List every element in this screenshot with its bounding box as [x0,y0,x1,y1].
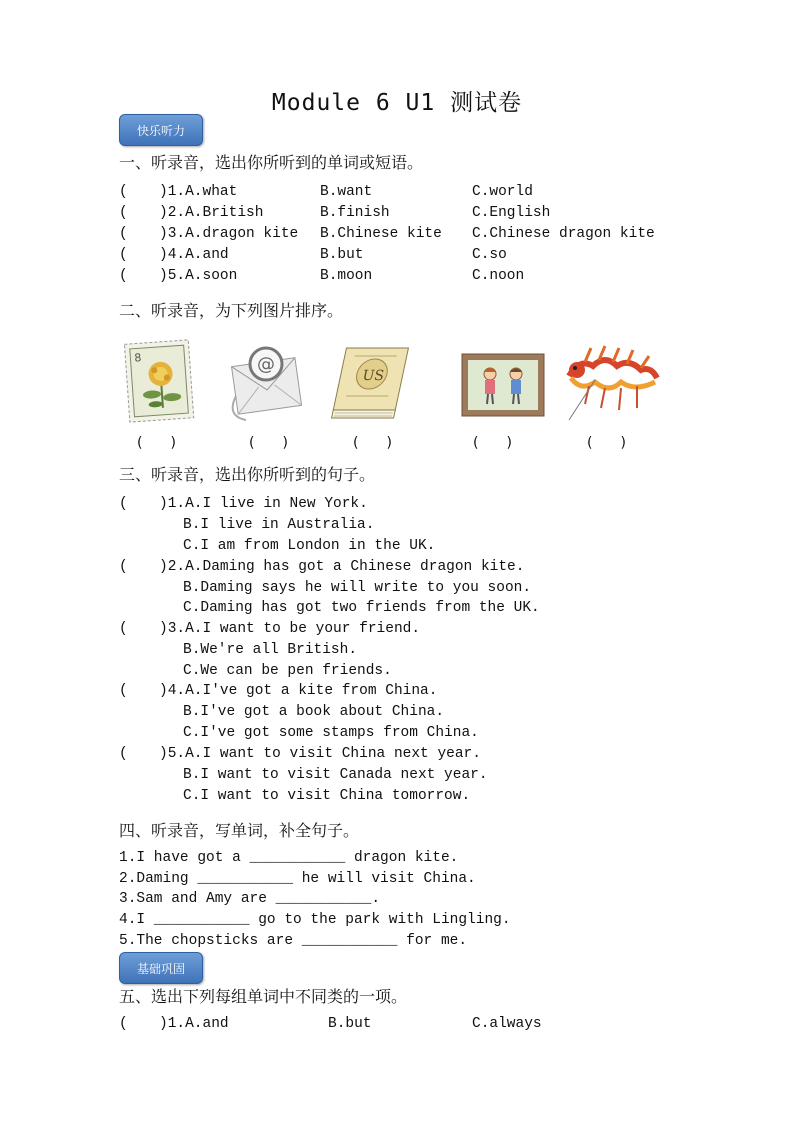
option-b: B.I want to visit Canada next year. [183,767,488,783]
answer-blank[interactable]: ( [119,496,128,512]
answer-blank[interactable]: ( [119,621,128,637]
option-b: B.moon [320,268,373,284]
answer-blank[interactable]: ( [119,205,128,221]
option-a: )1.A.what [159,184,238,200]
option-a: )1.A.I live in New York. [159,496,368,512]
stamp-picture [121,336,197,424]
option-b: B.but [320,247,364,263]
option-c: C.We can be pen friends. [183,663,392,679]
option-a: )5.A.I want to visit China next year. [159,746,481,762]
option-a: )3.A.dragon kite [159,226,299,242]
option-a: )3.A.I want to be your friend. [159,621,421,637]
option-a: )2.A.British [159,205,264,221]
order-blank[interactable]: ( ) [249,435,288,451]
svg-text:US: US [360,368,386,384]
order-blank[interactable]: ( ) [473,435,512,451]
option-b: B.I live in Australia. [183,517,375,533]
order-blank[interactable]: ( ) [137,435,176,451]
option-c: C.English [472,205,551,221]
fill-in-sentence[interactable]: 5.The chopsticks are ___________ for me. [119,933,468,949]
option-b: B.We're all British. [183,642,358,658]
option-c: C.noon [472,268,525,284]
option-a: )4.A.I've got a kite from China. [159,683,438,699]
page-title: Module 6 U1 测试卷 [271,90,523,116]
section5-heading: 五、选出下列每组单词中不同类的一项。 [119,987,408,1006]
fill-in-sentence[interactable]: 4.I ___________ go to the park with Lingling. [119,912,511,928]
option-c: C.I've got some stamps from China. [183,725,479,741]
fill-in-sentence[interactable]: 2.Daming ___________ he will visit China. [119,871,476,887]
option-b: B.Daming says he will write to you soon. [183,580,532,596]
dragon-kite-picture [565,336,661,424]
option-b: B.want [320,184,373,200]
answer-blank[interactable]: ( [119,1016,128,1032]
section1-heading: 一、听录音，选出你所听到的单词或短语。 [119,153,424,172]
option-b: B.I've got a book about China. [183,704,445,720]
basics-badge: 基础巩固 [119,952,203,984]
answer-blank[interactable]: ( [119,559,128,575]
option-a: )5.A.soon [159,268,238,284]
fill-in-sentence[interactable]: 3.Sam and Amy are ___________. [119,891,381,907]
svg-text:8: 8 [133,351,142,365]
option-c: C.Daming has got two friends from the UK. [183,600,540,616]
section2-heading: 二、听录音，为下列图片排序。 [119,301,344,320]
order-blank[interactable]: ( ) [587,435,626,451]
book-picture [329,336,417,424]
answer-blank[interactable]: ( [119,746,128,762]
photo-frame-picture [458,336,548,424]
listening-badge: 快乐听力 [119,114,203,146]
section3-heading: 三、听录音，选出你所听到的句子。 [119,465,376,484]
option-b: B.but [328,1016,372,1032]
option-b: B.finish [320,205,390,221]
fill-in-sentence[interactable]: 1.I have got a ___________ dragon kite. [119,850,459,866]
answer-blank[interactable]: ( [119,247,128,263]
answer-blank[interactable]: ( [119,268,128,284]
option-c: C.always [472,1016,542,1032]
option-c: C.world [472,184,533,200]
option-a: )4.A.and [159,247,229,263]
option-c: C.I want to visit China tomorrow. [183,788,471,804]
option-c: C.Chinese dragon kite [472,226,655,242]
order-blank[interactable]: ( ) [353,435,392,451]
option-a: )2.A.Daming has got a Chinese dragon kite. [159,559,525,575]
answer-blank[interactable]: ( [119,226,128,242]
answer-blank[interactable]: ( [119,184,128,200]
section4-heading: 四、听录音，写单词，补全句子。 [119,821,360,840]
option-b: B.Chinese kite [320,226,442,242]
svg-text:@: @ [257,354,275,375]
answer-blank[interactable]: ( [119,683,128,699]
email-picture [226,336,306,424]
option-c: C.I am from London in the UK. [183,538,436,554]
option-a: )1.A.and [159,1016,229,1032]
option-c: C.so [472,247,507,263]
